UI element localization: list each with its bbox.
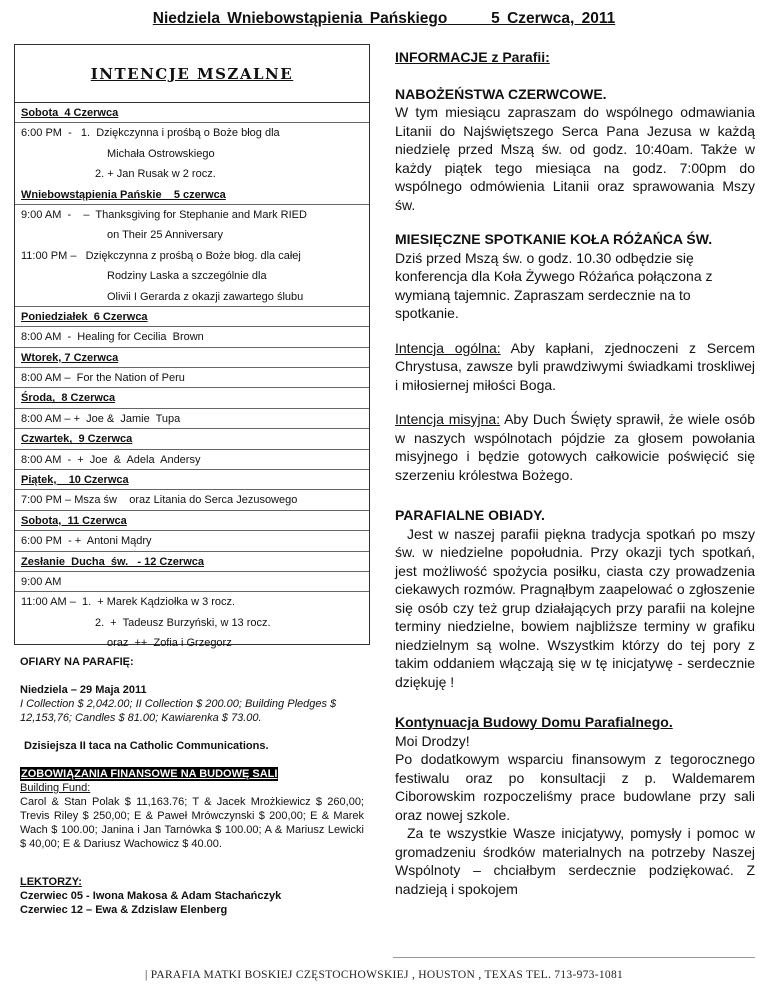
intencje-row (15, 409, 369, 429)
intencje-row (15, 327, 369, 347)
spotkanie-title: MIESIĘCZNE SPOTKANIE KOŁA RÓŻAŃCA ŚW. (395, 231, 713, 247)
building-fund-text: Carol & Stan Polak $ 11,163.76; T & Jacek Mrożkiewicz $ 260,00; Trevis Riley $ 250,00; E & Paweł Mrówczynski $ 200,00; E & Marek Wach $ 100.00; Janina i Jan Tarnówka $ 100.00; A & Mariusz Lewicki $ 40,00; E & Dariusz Wachowicz $ 40.00. (20, 796, 364, 850)
intencje-row-text: Michała Ostrowskiego (107, 147, 215, 160)
intencje-row (15, 144, 369, 164)
intencje-row-text: Czwartek, 9 Czerwca (21, 433, 133, 446)
intencja-ogolna-text: Aby kapłani, zjednoczeni z Sercem Chrystusa, zawsze byli prawdziwymi świadkami troskliwej i miłosiernej miłości Boga. (395, 339, 756, 393)
intencja-misyjna (395, 410, 755, 484)
intencje-row-text: 8:00 AM – + Joe & Jamie Tupa (21, 412, 181, 425)
lektorzy-line-2: Czerwiec 12 – Ewa & Zdzislaw Elenberg (20, 904, 228, 916)
lektorzy-heading: LEKTORZY: (20, 876, 82, 888)
intencje-box (14, 44, 370, 650)
intencje-title: INTENCJE MSZALNE (90, 65, 294, 83)
budowa-greeting: Moi Drodzy! (395, 732, 470, 749)
nabozenstwa-title: NABOŻEŃSTWA CZERWCOWE. (395, 85, 607, 102)
obiady-title: PARAFIALNE OBIADY. (395, 507, 545, 523)
intencje-row (15, 511, 369, 531)
intencje-row (15, 531, 369, 551)
informacje-heading: INFORMACJE z Parafii: (395, 49, 550, 65)
ofiary-section (20, 655, 364, 917)
page-header (0, 10, 768, 28)
intencje-row (15, 103, 369, 123)
header-date: 5 Czerwca, 2011 (491, 10, 616, 27)
intencje-row (15, 266, 369, 286)
intencje-row-text: 9:00 AM (21, 575, 62, 588)
nabozenstwa-text: W tym miesiącu zapraszam do wspólnego odmawiania Litanii do Najświętszego Serca Pana Jezusa w każdą niedzielę przed Mszą św. od godz. 10:40am. Także w każdy piątek tego miesiąca na godz. 7:00pm do wspólnego odmówienia Litanii oraz sprawowania Mszy św. (395, 104, 755, 213)
intencje-row (15, 225, 369, 245)
informacje-column (395, 48, 755, 898)
budowa-text-1: Po dodatkowym wsparciu finansowym z tegorocznego festiwalu oraz po konsultacji z p. Waldemarem Ciborowskim rozpoczeliśmy prace budowlane przy sali oraz nowej szkole. (395, 751, 755, 823)
intencje-row-text: 6:00 PM - 1. Dziękczynna i prośbą o Boże błog dla (21, 127, 280, 140)
ofiary-collection: I Collection $ 2,042.00; II Collection $ 200.00; Building Pledges $ 12,153,76; Candles $ 81.00; Kawiarenka $ 73.00. (20, 698, 337, 724)
intencje-row-text: 8:00 AM - + Joe & Adela Andersy (21, 453, 201, 466)
intencje-row-text: 11:00 AM – 1. + Marek Kądziołka w 3 rocz. (21, 596, 236, 609)
intencje-row (15, 429, 369, 449)
intencje-row-text: Olivii I Gerarda z okazji zawartego ślubu (107, 290, 304, 303)
intencje-row-text: Wtorek, 7 Czerwca (21, 351, 119, 364)
ofiary-date: Niedziela – 29 Maja 2011 (20, 684, 147, 696)
intencje-row (15, 470, 369, 490)
obiady-text: Jest w naszej parafii piękna tradycja spotkań po mszy św. w niedzielne popołudnia. Przy okazji tych spotkań, jest możliwość spożycia posiłku, ciasta czy prowadzenia ciekawych rozmów. Pragnąłbym zaapelować o zgłoszenie się osób czy też grup działających przy parafii na kolejne terminy niedzielne, bowiem najbliższe terminy w grafiku niedzielnym są wolne. Wszystkim którzy do tej pory z takim oddaniem włączają się w tę inicjatywę - serdecznie dziękuję ! (395, 525, 755, 690)
intencje-row-text: 7:00 PM – Msza św oraz Litania do Serca Jezusowego (21, 494, 298, 507)
lektorzy-line-1: Czerwiec 05 - Iwona Makosa & Adam Stachańczyk (20, 890, 282, 902)
budowa-text-2: Za te wszystkie Wasze inicjatywy, pomysły i pomoc w gromadzeniu środków materialnych na potrzeby Naszej Wspólnoty – chciałbym serdecznie podziękować. Z nadzieją i spokojem (395, 825, 755, 897)
intencje-row-text: 8:00 AM – For the Nation of Peru (21, 372, 185, 385)
second-collection: Dzisiejsza II taca na Catholic Communications. (24, 740, 269, 752)
intencja-ogolna (395, 339, 755, 395)
intencje-row-text: 8:00 AM - Healing for Cecilia Brown (21, 331, 204, 344)
intencje-row (15, 185, 369, 205)
intencje-row (15, 388, 369, 408)
intencja-ogolna-label: Intencja ogólna: (395, 339, 501, 356)
intencje-row (15, 490, 369, 510)
intencje-row (15, 572, 369, 592)
intencje-row-text: on Their 25 Anniversary (107, 229, 223, 242)
intencje-row-text: 9:00 AM - – Thanksgiving for Stephanie and Mark RIED (21, 208, 307, 221)
intencje-row (15, 592, 369, 612)
intencje-row-text: Piątek, 10 Czerwca (21, 474, 129, 487)
intencje-row (15, 552, 369, 572)
intencje-row (15, 246, 369, 266)
intencje-row-text: Sobota 4 Czerwca (21, 107, 119, 119)
intencje-row (15, 633, 369, 653)
spotkanie-text: Dziś przed Mszą św. o godz. 10.30 odbędzie się konferencja dla Koła Żywego Różańca połączona z wymianą tajemnic. Zapraszam serdecznie na to spotkanie. (395, 249, 713, 321)
intencje-list (15, 103, 369, 654)
intencje-row-text: 6:00 PM - + Antoni Mądry (21, 535, 152, 548)
header-title: Niedziela Wniebowstąpienia Pańskiego (152, 10, 448, 27)
intencje-title-wrap (15, 45, 369, 103)
intencje-row (15, 368, 369, 388)
zobowiazania-heading: ZOBOWIĄZANIA FINANSOWE NA BUDOWĘ SALI (21, 768, 278, 780)
page-footer: | PARAFIA MATKI BOSKIEJ CZĘSTOCHOWSKIEJ , HOUSTON , TEXAS TEL. 713-973-1081 (144, 969, 624, 981)
intencje-row-text: Rodziny Laska a szczególnie dla (107, 270, 267, 283)
intencja-misyjna-label: Intencja misyjna: (395, 411, 501, 427)
intencje-row-text: 11:00 PM – Dziękczynna z prośbą o Boże błog. dla całej (21, 249, 301, 262)
intencje-row (15, 287, 369, 307)
intencje-row (15, 164, 369, 184)
intencje-row-text: Zesłanie Ducha św. - 12 Czerwca (21, 555, 204, 568)
intencje-row (15, 450, 369, 470)
intencje-row (15, 307, 369, 327)
intencje-row-text: oraz ++ Zofia i Grzegorz (107, 637, 232, 650)
intencje-row-text: Wniebowstąpienia Pańskie 5 czerwca (21, 188, 226, 201)
ofiary-heading: OFIARY NA PARAFIĘ: (20, 656, 134, 668)
intencje-row-text: Sobota, 11 Czerwca (21, 514, 127, 527)
intencje-row-text: 2. + Jan Rusak w 2 rocz. (95, 168, 216, 181)
intencja-misyjna-text: Aby Duch Święty sprawił, że wiele osób w naszych wspólnotach pójdzie za głosem powołania misyjnego i będzie gotowych całkowicie poświęcić się szerzeniu królestwa Bożego. (395, 411, 755, 483)
footer-rule (393, 957, 755, 958)
intencje-row-text: Poniedziałek 6 Czerwca (21, 310, 148, 323)
budowa-title: Kontynuacja Budowy Domu Parafialnego. (395, 714, 673, 730)
intencje-row (15, 348, 369, 368)
intencje-row-text: Środa, 8 Czerwca (21, 392, 116, 405)
building-fund-label: Building Fund: (20, 782, 91, 794)
intencje-row (15, 613, 369, 633)
intencje-row (15, 123, 369, 143)
intencje-row-text: 2. + Tadeusz Burzyński, w 13 rocz. (95, 616, 271, 629)
intencje-row (15, 205, 369, 225)
